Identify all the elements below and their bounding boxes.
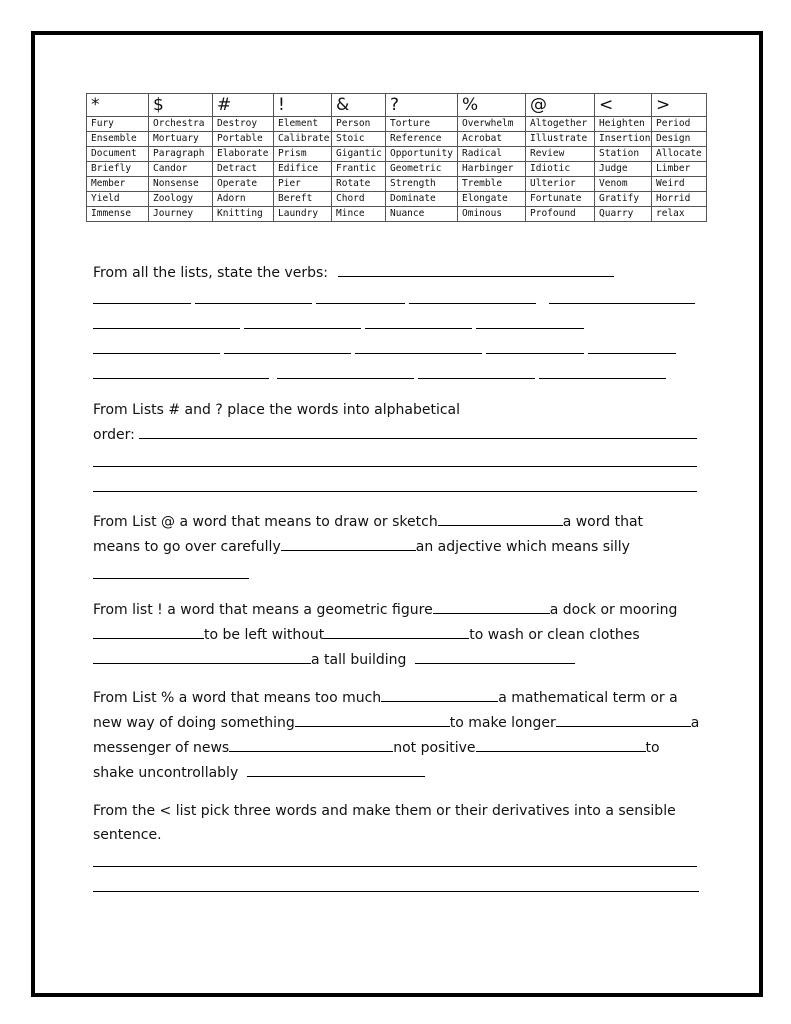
question-text: sentence.: [93, 827, 162, 843]
word-cell: Profound: [526, 207, 595, 222]
question-list-exclaim-line3: [93, 648, 575, 673]
question-list-at-line2: [93, 535, 630, 560]
word-cell: Candor: [149, 162, 213, 177]
question-list-percent-line4: [93, 761, 425, 786]
answer-blank[interactable]: [438, 511, 563, 526]
word-cell: Journey: [149, 207, 213, 222]
list-header: %: [458, 94, 526, 117]
word-cell: Edifice: [274, 162, 332, 177]
answer-blank[interactable]: [381, 687, 498, 702]
list-header: ?: [386, 94, 458, 117]
question-alphabetical-line2: [93, 423, 697, 448]
question-text: order:: [93, 427, 135, 443]
list-header: #: [213, 94, 274, 117]
table-row: [87, 192, 707, 207]
question-text: a dock or mooring: [549, 602, 678, 618]
answer-blank[interactable]: [224, 353, 351, 354]
answer-blank[interactable]: [295, 712, 450, 727]
table-row: [87, 207, 707, 222]
table-row: [87, 132, 707, 147]
word-cell: Laundry: [274, 207, 332, 222]
list-header: !: [274, 94, 332, 117]
answer-blank[interactable]: [93, 353, 220, 354]
answer-blank[interactable]: [93, 466, 697, 467]
answer-blank[interactable]: [93, 624, 204, 639]
answer-blank[interactable]: [93, 649, 311, 664]
word-cell: Member: [87, 177, 149, 192]
word-cell: Document: [87, 147, 149, 162]
answer-blank[interactable]: [324, 624, 469, 639]
answer-blank[interactable]: [588, 353, 676, 354]
list-header: $: [149, 94, 213, 117]
answer-blank[interactable]: [93, 491, 697, 492]
word-cell: Insertion: [595, 132, 652, 147]
word-cell: Tremble: [458, 177, 526, 192]
table-row: [87, 177, 707, 192]
word-cell: Paragraph: [149, 147, 213, 162]
question-text: means to go over carefully: [93, 539, 281, 555]
answer-blank[interactable]: [281, 536, 416, 551]
word-cell: Harbinger: [458, 162, 526, 177]
answer-blank[interactable]: [93, 578, 249, 579]
question-verbs: [93, 261, 614, 286]
question-text: messenger of news: [93, 740, 230, 756]
answer-blank[interactable]: [418, 378, 535, 379]
answer-blank[interactable]: [93, 378, 269, 379]
word-cell: Acrobat: [458, 132, 526, 147]
word-cell: Overwhelm: [458, 117, 526, 132]
question-text: From List @ a word that means to draw or sketch: [93, 514, 438, 530]
word-cell: Design: [652, 132, 707, 147]
word-cell: Ulterior: [526, 177, 595, 192]
answer-blank[interactable]: [476, 328, 584, 329]
word-cell: Pier: [274, 177, 332, 192]
answer-blank[interactable]: [415, 649, 575, 664]
answer-blank[interactable]: [93, 303, 191, 304]
word-cell: Allocate: [652, 147, 707, 162]
question-text: a mathematical term or a: [498, 690, 678, 706]
table-row: [87, 117, 707, 132]
answer-blank[interactable]: [247, 762, 425, 777]
answer-blank[interactable]: [486, 353, 584, 354]
word-cell: Opportunity: [386, 147, 458, 162]
word-cell: Nonsense: [149, 177, 213, 192]
word-cell: Gigantic: [332, 147, 386, 162]
answer-blank[interactable]: [229, 737, 393, 752]
question-text: to be left without: [204, 627, 325, 643]
question-sentence: [93, 799, 676, 824]
word-cell: Gratify: [595, 192, 652, 207]
question-list-percent: [93, 686, 678, 711]
question-text: a tall building: [311, 652, 407, 668]
word-cell: Zoology: [149, 192, 213, 207]
word-cell: Idiotic: [526, 162, 595, 177]
word-cell: Heighten: [595, 117, 652, 132]
question-list-exclaim: [93, 598, 677, 623]
word-cell: Calibrate: [274, 132, 332, 147]
word-cell: Person: [332, 117, 386, 132]
answer-blank[interactable]: [93, 328, 240, 329]
word-cell: Quarry: [595, 207, 652, 222]
word-cell: Weird: [652, 177, 707, 192]
answer-blank[interactable]: [195, 303, 312, 304]
answer-blank[interactable]: [93, 866, 697, 867]
word-cell: Fury: [87, 117, 149, 132]
answer-blank[interactable]: [93, 891, 699, 892]
word-cell: Elaborate: [213, 147, 274, 162]
word-cell: Adorn: [213, 192, 274, 207]
question-text: not positive: [393, 740, 476, 756]
word-cell: Bereft: [274, 192, 332, 207]
answer-blank[interactable]: [409, 303, 536, 304]
answer-blank[interactable]: [433, 599, 550, 614]
list-header: >: [652, 94, 707, 117]
word-cell: Horrid: [652, 192, 707, 207]
question-text: an adjective which means silly: [415, 539, 630, 555]
question-text: From List % a word that means too much: [93, 690, 382, 706]
word-cell: Ominous: [458, 207, 526, 222]
answer-blank[interactable]: [549, 303, 695, 304]
question-text: to make longer: [449, 715, 556, 731]
question-text: new way of doing something: [93, 715, 295, 731]
answer-blank[interactable]: [316, 303, 405, 304]
word-cell: Radical: [458, 147, 526, 162]
word-cell: Yield: [87, 192, 149, 207]
answer-blank[interactable]: [539, 378, 666, 379]
list-header: *: [87, 94, 149, 117]
word-cell: Ensemble: [87, 132, 149, 147]
word-cell: Mince: [332, 207, 386, 222]
question-text: a word that: [562, 514, 644, 530]
question-text: From all the lists, state the verbs:: [93, 265, 329, 281]
word-cell: Review: [526, 147, 595, 162]
word-cell: Knitting: [213, 207, 274, 222]
question-text: From Lists # and ? place the words into alphabetical: [93, 402, 461, 418]
list-header: &: [332, 94, 386, 117]
list-header: <: [595, 94, 652, 117]
word-cell: Detract: [213, 162, 274, 177]
word-cell: Limber: [652, 162, 707, 177]
word-cell: Stoic: [332, 132, 386, 147]
answer-blank[interactable]: [365, 328, 472, 329]
word-cell: Strength: [386, 177, 458, 192]
answer-blank[interactable]: [139, 424, 697, 439]
question-list-at: [93, 510, 643, 535]
question-text: a: [690, 715, 700, 731]
question-alphabetical: [93, 398, 460, 423]
answer-blank[interactable]: [277, 378, 414, 379]
word-cell: Station: [595, 147, 652, 162]
word-cell: Venom: [595, 177, 652, 192]
question-text: to wash or clean clothes: [469, 627, 640, 643]
word-cell: Prism: [274, 147, 332, 162]
question-text: From list ! a word that means a geometric figure: [93, 602, 433, 618]
word-cell: Operate: [213, 177, 274, 192]
word-cell: Elongate: [458, 192, 526, 207]
answer-blank[interactable]: [556, 712, 691, 727]
word-cell: Dominate: [386, 192, 458, 207]
word-cell: Geometric: [386, 162, 458, 177]
word-cell: Rotate: [332, 177, 386, 192]
answer-blank[interactable]: [355, 353, 482, 354]
word-cell: Element: [274, 117, 332, 132]
word-cell: relax: [652, 207, 707, 222]
word-cell: Fortunate: [526, 192, 595, 207]
table-body: [87, 117, 707, 222]
word-lists-table: [86, 93, 707, 222]
word-cell: Mortuary: [149, 132, 213, 147]
question-text: From the < list pick three words and make them or their derivatives into a sensible: [93, 803, 676, 819]
word-cell: Destroy: [213, 117, 274, 132]
word-cell: Nuance: [386, 207, 458, 222]
word-cell: Briefly: [87, 162, 149, 177]
question-text: shake uncontrollably: [93, 765, 239, 781]
word-cell: Frantic: [332, 162, 386, 177]
table-row: [87, 147, 707, 162]
question-text: to: [645, 740, 660, 756]
answer-blank[interactable]: [244, 328, 361, 329]
answer-blank[interactable]: [338, 262, 614, 277]
word-cell: Period: [652, 117, 707, 132]
list-header: @: [526, 94, 595, 117]
word-cell: Altogether: [526, 117, 595, 132]
table-header-row: [87, 94, 707, 117]
table-row: [87, 162, 707, 177]
word-cell: Chord: [332, 192, 386, 207]
question-list-exclaim-line2: [93, 623, 640, 648]
word-cell: Judge: [595, 162, 652, 177]
question-list-percent-line2: [93, 711, 699, 736]
question-sentence-line2: [93, 823, 162, 848]
word-cell: Torture: [386, 117, 458, 132]
word-cell: Immense: [87, 207, 149, 222]
word-cell: Illustrate: [526, 132, 595, 147]
word-cell: Portable: [213, 132, 274, 147]
answer-blank[interactable]: [476, 737, 646, 752]
question-list-percent-line3: [93, 736, 660, 761]
word-cell: Orchestra: [149, 117, 213, 132]
word-cell: Reference: [386, 132, 458, 147]
